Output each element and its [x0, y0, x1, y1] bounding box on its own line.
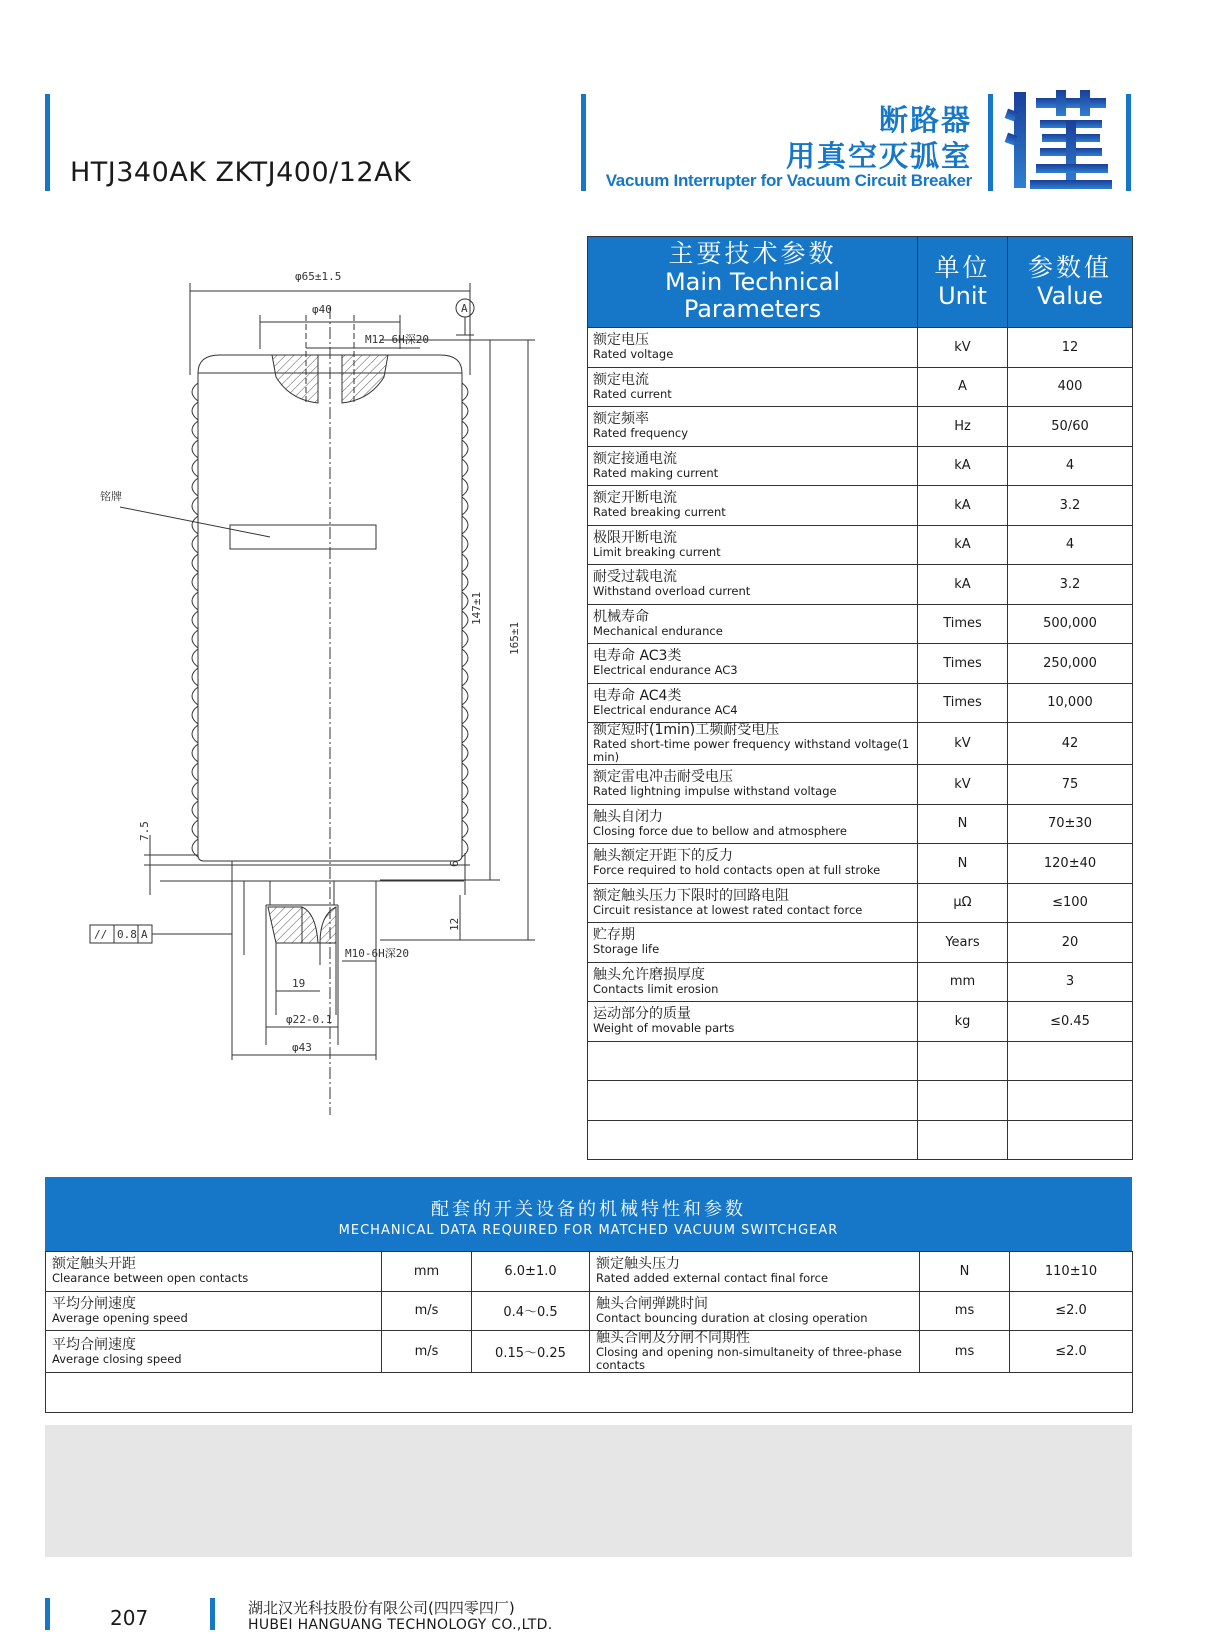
rib-right	[462, 630, 468, 648]
rib-right	[462, 592, 468, 610]
footer-bar-left	[45, 1598, 50, 1630]
param-value: 500,000	[1008, 604, 1133, 644]
mech-left-label: 平均合闸速度 Average closing speed	[46, 1331, 382, 1373]
param-row	[588, 883, 1133, 923]
unit-header: 单位 Unit	[918, 237, 1008, 328]
tolerance-ref: A	[141, 928, 148, 941]
rib-right	[462, 744, 468, 762]
rib-right	[462, 421, 468, 439]
empty-cell	[46, 1373, 1133, 1413]
company-logo	[1004, 88, 1112, 192]
rib-left	[192, 440, 198, 458]
param-row	[588, 962, 1133, 1002]
mech-left-value: 0.4～0.5	[472, 1291, 590, 1331]
left-accent-bar	[45, 94, 50, 191]
param-unit: kA	[918, 565, 1008, 605]
rib-left	[192, 554, 198, 572]
rib-left	[192, 516, 198, 534]
empty-cell	[588, 1120, 918, 1160]
rib-left	[192, 535, 198, 553]
param-value: 120±40	[1008, 844, 1133, 884]
page-number: 207	[110, 1606, 149, 1630]
rib-left	[192, 801, 198, 819]
rib-right	[462, 478, 468, 496]
param-value: 4	[1008, 525, 1133, 565]
mech-right-unit: ms	[920, 1331, 1010, 1373]
param-unit: A	[918, 367, 1008, 407]
param-row	[588, 486, 1133, 526]
rib-right	[462, 649, 468, 667]
title-accent-bar	[581, 94, 586, 191]
param-row	[588, 525, 1133, 565]
company-name-cn: 湖北汉光科技股份有限公司(四四零四厂)	[248, 1599, 515, 1617]
param-row	[588, 923, 1133, 963]
param-value: 20	[1008, 923, 1133, 963]
param-header: 主要技术参数 Main Technical Parameters	[588, 237, 918, 328]
mech-right-value: ≤2.0	[1010, 1331, 1133, 1373]
param-row	[588, 644, 1133, 684]
param-row	[588, 328, 1133, 368]
rib-left	[192, 725, 198, 743]
mech-row	[46, 1331, 1133, 1373]
param-unit: Times	[918, 644, 1008, 684]
dim-top-label: φ40	[312, 303, 332, 316]
param-value: 10,000	[1008, 683, 1133, 723]
rib-left	[192, 611, 198, 629]
technical-drawing	[80, 255, 550, 1175]
empty-row	[588, 1081, 1133, 1121]
dim-thread-bottom-label: M10-6H深20	[345, 947, 409, 960]
rib-right	[462, 516, 468, 534]
empty-cell	[1008, 1081, 1133, 1121]
dim-43-label: φ43	[292, 1041, 312, 1054]
dim-12-label: 12	[448, 917, 461, 931]
param-label: 触头额定开距下的反力 Force required to hold contacts open at full stroke	[588, 844, 918, 884]
params-header-row	[588, 237, 1133, 328]
param-row	[588, 723, 1133, 765]
dim-6-label: 6	[448, 860, 461, 867]
title-en: Vacuum Interrupter for Vacuum Circuit Breaker	[605, 171, 972, 190]
param-row	[588, 604, 1133, 644]
param-row	[588, 565, 1133, 605]
rib-left	[192, 459, 198, 477]
value-header: 参数值 Value	[1008, 237, 1133, 328]
param-row	[588, 407, 1133, 447]
param-value: 50/60	[1008, 407, 1133, 447]
rib-left	[192, 782, 198, 800]
param-value: 3.2	[1008, 565, 1133, 605]
param-unit: Times	[918, 604, 1008, 644]
mech-right-label: 触头合闸及分闸不同期性 Closing and opening non-simultaneity of three-phase contacts	[590, 1331, 920, 1373]
rib-right	[462, 801, 468, 819]
param-label: 触头自闭力 Closing force due to bellow and atmosphere	[588, 804, 918, 844]
empty-cell	[1008, 1120, 1133, 1160]
logo-accent-bar-right	[1126, 94, 1131, 191]
dim-165-label: 165±1	[508, 621, 521, 655]
rib-left	[192, 839, 198, 857]
mech-right-value: ≤2.0	[1010, 1291, 1133, 1331]
rib-right	[462, 763, 468, 781]
empty-cell	[918, 1120, 1008, 1160]
mech-right-unit: ms	[920, 1291, 1010, 1331]
mech-left-unit: mm	[382, 1252, 472, 1292]
mechanical-data-table	[45, 1251, 1133, 1413]
rib-left	[192, 820, 198, 838]
rib-left	[192, 763, 198, 781]
mech-row	[46, 1291, 1133, 1331]
logo-accent-bar-left	[988, 94, 993, 191]
param-label: 额定开断电流 Rated breaking current	[588, 486, 918, 526]
param-row	[588, 367, 1133, 407]
param-label: 额定频率 Rated frequency	[588, 407, 918, 447]
empty-row	[588, 1041, 1133, 1081]
mech-row	[46, 1252, 1133, 1292]
datum-a-label: A	[461, 302, 468, 315]
mech-right-label: 触头合闸弹跳时间 Contact bouncing duration at closing operation	[590, 1291, 920, 1331]
param-row	[588, 765, 1133, 805]
mech-title-en: MECHANICAL DATA REQUIRED FOR MATCHED VACUUM SWITCHGEAR	[338, 1223, 839, 1238]
mech-right-label: 额定触头压力 Rated added external contact final force	[590, 1252, 920, 1292]
empty-row	[588, 1120, 1133, 1160]
dim-outer-label: φ65±1.5	[295, 270, 342, 283]
param-value: 4	[1008, 446, 1133, 486]
param-row	[588, 683, 1133, 723]
param-row	[588, 1002, 1133, 1042]
param-row	[588, 804, 1133, 844]
rib-right	[462, 402, 468, 420]
param-unit: kA	[918, 525, 1008, 565]
param-value: 70±30	[1008, 804, 1133, 844]
rib-right	[462, 497, 468, 515]
rib-right	[462, 535, 468, 553]
param-label: 额定短时(1min)工频耐受电压 Rated short-time power frequency withstand voltage(1 min)	[588, 723, 918, 765]
mech-left-value: 6.0±1.0	[472, 1252, 590, 1292]
param-row	[588, 844, 1133, 884]
rib-left	[192, 630, 198, 648]
rib-left	[192, 497, 198, 515]
param-unit: kg	[918, 1002, 1008, 1042]
rib-left	[192, 573, 198, 591]
rib-right	[462, 782, 468, 800]
mech-left-unit: m/s	[382, 1291, 472, 1331]
param-label: 额定雷电冲击耐受电压 Rated lightning impulse withstand voltage	[588, 765, 918, 805]
rib-left	[192, 478, 198, 496]
rib-right	[462, 573, 468, 591]
mech-left-label: 额定触头开距 Clearance between open contacts	[46, 1252, 382, 1292]
rib-right	[462, 725, 468, 743]
param-label: 额定触头压力下限时的回路电阻 Circuit resistance at lowest rated contact force	[588, 883, 918, 923]
empty-cell	[918, 1041, 1008, 1081]
param-value: 12	[1008, 328, 1133, 368]
param-label: 耐受过载电流 Withstand overload current	[588, 565, 918, 605]
rib-right	[462, 820, 468, 838]
param-row	[588, 446, 1133, 486]
param-unit: kA	[918, 486, 1008, 526]
rib-left	[192, 402, 198, 420]
param-label: 机械寿命 Mechanical endurance	[588, 604, 918, 644]
rib-left	[192, 744, 198, 762]
footer-bar-mid	[210, 1598, 215, 1630]
nameplate-label: 铭牌	[100, 490, 122, 503]
param-unit: kV	[918, 765, 1008, 805]
rib-right	[462, 554, 468, 572]
dim-19-label: 19	[292, 977, 306, 990]
param-label: 触头允许磨损厚度 Contacts limit erosion	[588, 962, 918, 1002]
dim-thread-top-label: M12-6H深20	[365, 333, 429, 346]
param-value: 250,000	[1008, 644, 1133, 684]
main-parameters-table	[587, 236, 1133, 1160]
empty-cell	[588, 1041, 918, 1081]
param-unit: Years	[918, 923, 1008, 963]
rib-right	[462, 611, 468, 629]
mech-empty-row	[46, 1373, 1133, 1413]
rib-right	[462, 459, 468, 477]
dim-75-label: 7.5	[138, 821, 151, 841]
empty-cell	[588, 1081, 918, 1121]
mech-left-value: 0.15～0.25	[472, 1331, 590, 1373]
rib-left	[192, 687, 198, 705]
rib-left	[192, 668, 198, 686]
param-label: 贮存期 Storage life	[588, 923, 918, 963]
param-value: ≤100	[1008, 883, 1133, 923]
mech-left-unit: m/s	[382, 1331, 472, 1373]
param-unit: Hz	[918, 407, 1008, 447]
dim-147-label: 147±1	[470, 591, 483, 625]
model-title: HTJ340AK ZKTJ400/12AK	[70, 157, 412, 188]
empty-cell	[1008, 1041, 1133, 1081]
param-unit: kV	[918, 328, 1008, 368]
param-value: 3	[1008, 962, 1133, 1002]
empty-cell	[918, 1081, 1008, 1121]
rib-left	[192, 649, 198, 667]
title-cn-line1: 断路器	[878, 103, 972, 137]
rib-right	[462, 440, 468, 458]
param-label: 额定电流 Rated current	[588, 367, 918, 407]
mech-left-label: 平均分闸速度 Average opening speed	[46, 1291, 382, 1331]
param-label: 电寿命 AC3类 Electrical endurance AC3	[588, 644, 918, 684]
tolerance-value: 0.8	[117, 928, 137, 941]
mech-right-value: 110±10	[1010, 1252, 1133, 1292]
title-cn-line2: 用真空灭弧室	[785, 139, 972, 173]
rib-left	[192, 592, 198, 610]
rib-left	[192, 421, 198, 439]
rib-right	[462, 668, 468, 686]
param-unit: kA	[918, 446, 1008, 486]
mech-header	[45, 1177, 1132, 1251]
param-value: ≤0.45	[1008, 1002, 1133, 1042]
param-unit: kV	[918, 723, 1008, 765]
param-value: 42	[1008, 723, 1133, 765]
dim-22-label: φ22-0.1	[286, 1013, 333, 1026]
param-value: 3.2	[1008, 486, 1133, 526]
param-unit: μΩ	[918, 883, 1008, 923]
company-name-en: HUBEI HANGUANG TECHNOLOGY CO.,LTD.	[248, 1617, 553, 1633]
param-value: 400	[1008, 367, 1133, 407]
rib-right	[462, 383, 468, 401]
rib-right	[462, 706, 468, 724]
param-label: 极限开断电流 Limit breaking current	[588, 525, 918, 565]
param-label: 额定接通电流 Rated making current	[588, 446, 918, 486]
param-unit: mm	[918, 962, 1008, 1002]
mech-title-cn: 配套的开关设备的机械特性和参数	[431, 1199, 746, 1220]
rib-left	[192, 706, 198, 724]
param-label: 运动部分的质量 Weight of movable parts	[588, 1002, 918, 1042]
rib-right	[462, 687, 468, 705]
param-value: 75	[1008, 765, 1133, 805]
gray-panel	[45, 1425, 1132, 1557]
mech-right-unit: N	[920, 1252, 1010, 1292]
param-unit: N	[918, 844, 1008, 884]
param-label: 额定电压 Rated voltage	[588, 328, 918, 368]
rib-left	[192, 383, 198, 401]
param-unit: N	[918, 804, 1008, 844]
tolerance-symbol: //	[94, 928, 108, 941]
param-unit: Times	[918, 683, 1008, 723]
param-label: 电寿命 AC4类 Electrical endurance AC4	[588, 683, 918, 723]
